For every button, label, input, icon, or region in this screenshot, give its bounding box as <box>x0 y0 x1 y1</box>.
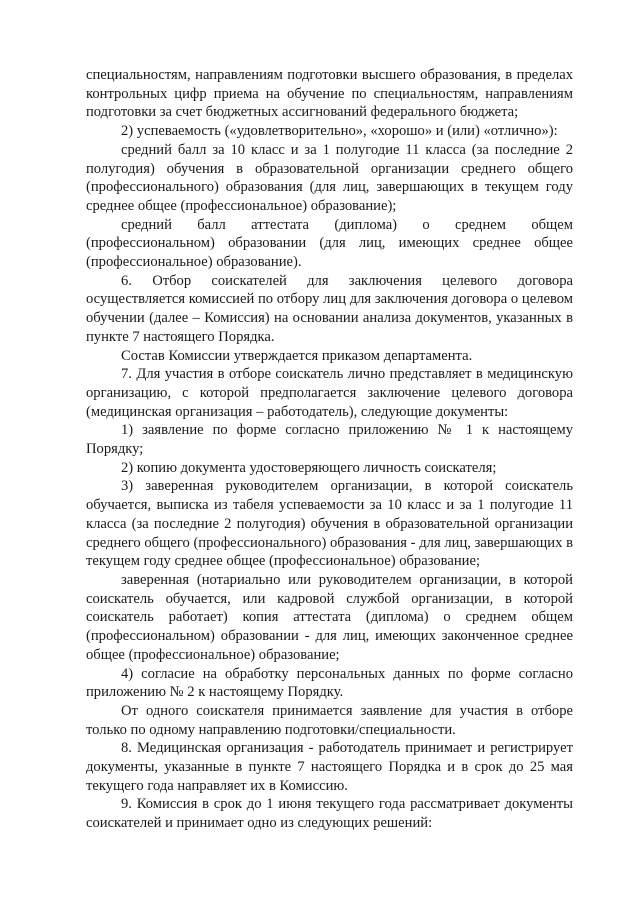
paragraph-12: 4) согласие на обработку персональных данных по форме согласно приложению № 2 к настоящему Порядку. <box>86 665 573 701</box>
paragraph-15: 9. Комиссия в срок до 1 июня текущего года рассматривает документы соискателей и принимает одно из следующих решений: <box>86 796 573 832</box>
paragraph-7: 7. Для участия в отборе соискатель лично представляет в медицинскую организацию, с которой предполагается заключение целевого договора (медицинская организация – работодатель), следующие документы: <box>86 366 573 420</box>
paragraph-5: 6. Отбор соискателей для заключения целевого договора осуществляется комиссией по отбору лиц для заключения договора о целевом обучении (далее – Комиссия) на основании анализа документов, указанных в пункте 7 настоящего Порядка. <box>86 272 573 345</box>
paragraph-8: 1) заявление по форме согласно приложению № 1 к настоящему Порядку; <box>86 422 573 458</box>
paragraph-1: специальностям, направлениям подготовки высшего образования, в пределах контрольных цифр приема на обучение по специальностям, направлениям подготовки за счет бюджетных ассигнований федерального бюджета; <box>86 67 573 121</box>
paragraph-14: 8. Медицинская организация - работодатель принимает и регистрирует документы, указанные в пункте 7 настоящего Порядка и в срок до 25 мая текущего года направляет их в Комиссию. <box>86 740 573 794</box>
paragraph-3: средний балл за 10 класс и за 1 полугодие 11 класса (за последние 2 полугодия) обучения в образовательной организации среднего общего (профессионального) образования (для лиц, завершающих в текущем году среднее общее (профессиональное) образование); <box>86 141 573 214</box>
paragraph-2: 2) успеваемость («удовлетворительно», «хорошо» и (или) «отлично»): <box>121 123 558 140</box>
paragraph-11: заверенная (нотариально или руководителем организации, в которой соискатель обучается, или кадровой службой организации, в которой соискатель работает) копия аттестата (диплома) о среднем общем (профессиональном) образовании - для лиц, имеющих законченное среднее общее (профессиональное) образование; <box>86 571 573 663</box>
paragraph-9: 2) копию документа удостоверяющего личность соискателя; <box>121 459 497 476</box>
paragraph-13: От одного соискателя принимается заявление для участия в отборе только по одному направлению подготовки/специальности. <box>86 702 573 738</box>
paragraph-10: 3) заверенная руководителем организации, в которой соискатель обучается, выписка из табеля успеваемости за 10 класс и за 1 полугодие 11 класса (за последние 2 полугодия) обучения в образовательной организации среднего общего (профессионального) образования - для лиц, завершающих в текущем году среднее общее (профессиональное) образование; <box>86 478 573 570</box>
document-page <box>86 66 573 833</box>
paragraph-4: средний балл аттестата (диплома) о среднем общем (профессиональном) образовании (для лиц, имеющих среднее общее (профессиональное) образование). <box>86 216 573 271</box>
paragraph-6: Состав Комиссии утверждается приказом департамента. <box>121 347 473 364</box>
